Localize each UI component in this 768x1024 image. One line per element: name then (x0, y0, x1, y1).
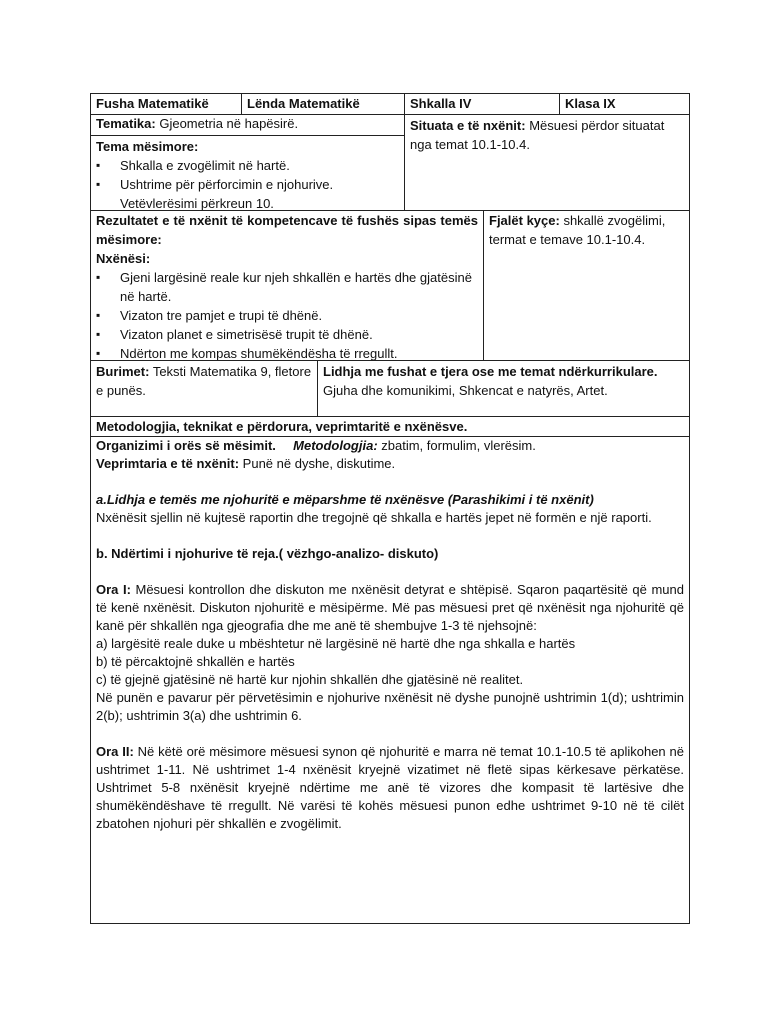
metodologjia-value: zbatim, formulim, vlerësim. (377, 438, 536, 453)
ora1-line: a) largësitë reale duke u mbështetur në largësinë në hartë dhe nga shkalla e hartës (96, 636, 576, 651)
lidhja-label: Lidhja me fushat e tjera ose me temat ndërkurrikulare. (323, 364, 658, 379)
ora1-text: Mësuesi kontrollon dhe diskuton me nxënësit detyrat e shtëpisë. Sqaron paqartësitë që mund të kenë nxënësit. Diskuton njohuritë e mësipërme. Më pas mësuesi pret që nxënësit nga njohuritë që kanë për shkallën nga gjeografia dhe me anë të shembujve 1-3 të njehsojnë: (96, 582, 684, 633)
burimet-cell (91, 361, 317, 416)
lidhja-cell (317, 361, 689, 416)
tematika-row (91, 114, 689, 210)
rezultatet-item: ▪ Vizaton planet e simetrisësë trupit të dhënë. (96, 325, 478, 344)
ora1-line: b) të përcaktojnë shkallën e hartës (96, 654, 295, 669)
veprimtaria-value: Punë në dyshe, diskutime. (239, 456, 396, 471)
ora1-closing: Në punën e pavarur për përvetësimin e njohurive nxënësit në dyshe punojnë ushtrimin 1(d); ushtrimin 2(b); ushtrimin 3(a) dhe ushtrimin 6. (96, 690, 684, 723)
tema-list (96, 156, 399, 213)
lesson-plan-table (90, 93, 690, 924)
organizimi-label: Organizimi i orës së mësimit. (96, 438, 276, 453)
klasa-cell: Klasa IX (559, 94, 689, 114)
ora2-text: Në këtë orë mësimore mësuesi synon që njohuritë e marra në temat 10.1-10.5 të aplikohen në ushtrimet 1-11. Në ushtrimet 1-4 nxënësit kryejnë vizatimet në fletë sipas kërkesave përkatëse. Ushtrimet 5-8 nxënësit kryejnë ndërtime me anë të vizores dhe kompasit të lartësive dhe shumëkëndëshave të rregullt. Në varësi të kohës mësuesi punon edhe ushtrimet 9-10 në të cilët zbatohen njohuri për shkallën e zvogëlimit. (96, 744, 684, 831)
tema-item: ▪ Ushtrime për përforcimin e njohurive. Vetëvlerësimi përkreun 10. (96, 175, 365, 213)
tema-item: ▪ Shkalla e zvogëlimit në hartë. (96, 156, 399, 175)
tematika-cell (91, 115, 404, 136)
fjalet-label: Fjalët kyçe: (489, 213, 560, 228)
rezultatet-row (91, 210, 689, 360)
rezultatet-item: ▪ Ndërton me kompas shumëkëndësha të rregullt. (96, 344, 478, 363)
section-a-text: Nxënësit sjellin në kujtesë raportin dhe tregojnë që shkalla e hartës jepet në formën e një raporti. (96, 510, 652, 525)
main-content (91, 436, 689, 923)
ora1-line: c) të gjejnë gjatësinë në hartë kur njohin shkallën dhe gjatësinë në realitet. (96, 672, 524, 687)
rezultatet-label: Rezultatet e të nxënit të kompetencave të fushës sipas temës mësimore: (96, 213, 478, 247)
rezultatet-list (96, 268, 478, 363)
ora1-paragraph (96, 581, 684, 635)
tematika-label: Tematika: (96, 116, 156, 131)
tema-label: Tema mësimore: (96, 139, 199, 154)
ora1-label: Ora I: (96, 582, 131, 597)
tematika-column (91, 115, 404, 210)
burimet-row (91, 360, 689, 416)
rezultatet-item: ▪ Gjeni largësinë reale kur njeh shkallën e hartës dhe gjatësinë në hartë. (96, 268, 478, 306)
burimet-value: Teksti Matematika 9, fletore e punës. (96, 364, 312, 398)
fjalet-cell (483, 211, 689, 360)
metodologjia-label: Metodologjia: (293, 438, 378, 453)
rezultatet-sublabel: Nxënësi: (96, 251, 151, 266)
fusha-cell: Fusha Matematikë (96, 96, 209, 111)
tema-cell (91, 136, 404, 214)
rezultatet-item: ▪ Vizaton tre pamjet e trupi të dhënë. (96, 306, 478, 325)
lidhja-value: Gjuha dhe komunikimi, Shkencat e natyrës, Artet. (323, 383, 608, 398)
shkalla-cell: Shkalla IV (404, 94, 559, 114)
header-row (91, 94, 689, 114)
veprimtaria-label: Veprimtaria e të nxënit: (96, 456, 240, 471)
fjalet-value: shkallë zvogëlimi, termat e temave 10.1-10.4. (489, 213, 666, 247)
burimet-label: Burimet: (96, 364, 150, 379)
ora2-paragraph (96, 743, 684, 833)
rezultatet-cell (91, 211, 483, 360)
metodologjia-header: Metodologjia, teknikat e përdorura, veprimtaritë e nxënësve. (91, 416, 689, 436)
lenda-cell: Lënda Matematikë (241, 94, 404, 114)
section-a-title: a.Lidhja e temës me njohuritë e mëparshme të nxënësve (Parashikimi i të nxënit) (96, 492, 594, 507)
situata-cell (404, 115, 689, 210)
ora2-label: Ora II: (96, 744, 134, 759)
tematika-value: Gjeometria në hapësirë. (155, 116, 299, 131)
situata-value: Mësuesi përdor situatat nga temat 10.1-10.4. (410, 118, 665, 152)
section-b-title: b. Ndërtimi i njohurive të reja.( vëzhgo-analizo- diskuto) (96, 546, 439, 561)
situata-label: Situata e të nxënit: (410, 118, 526, 133)
